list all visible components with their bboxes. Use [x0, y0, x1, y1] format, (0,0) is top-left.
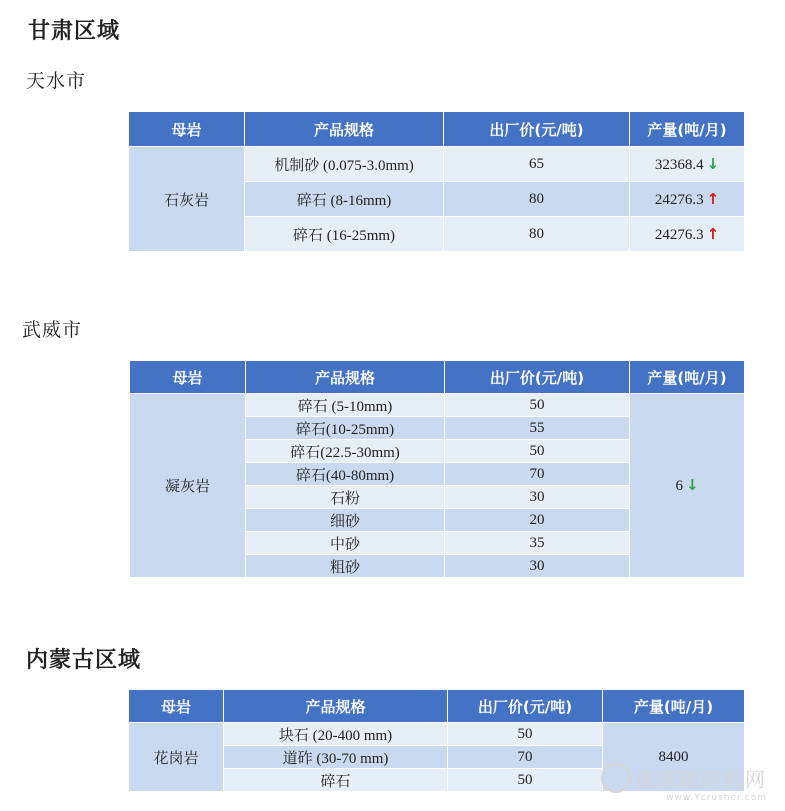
arrow-down-icon: ↓	[706, 154, 720, 173]
spec-cell: 块石 (20-400 mm)	[224, 723, 448, 746]
arrow-up-icon: ↑	[706, 189, 720, 208]
rock-type-cell: 凝灰岩	[130, 394, 246, 578]
spec-cell: 碎石 (16-25mm)	[245, 217, 444, 252]
output-cell	[630, 182, 745, 217]
price-cell: 35	[445, 532, 630, 555]
output-value: 24276.3	[654, 226, 704, 243]
table-row	[130, 394, 745, 417]
price-cell: 55	[445, 417, 630, 440]
output-value: 24276.3	[654, 191, 704, 208]
col-header-spec: 产品规格	[245, 112, 444, 147]
city-title-tianshui: 天水市	[26, 70, 87, 92]
wuwei-table	[129, 360, 745, 578]
output-cell: 8400	[603, 723, 745, 792]
spec-cell: 道砟 (30-70 mm)	[224, 746, 448, 769]
output-cell	[630, 147, 745, 182]
region-title-neimenggu: 内蒙古区域	[26, 648, 142, 673]
spec-cell: 碎石(10-25mm)	[246, 417, 445, 440]
watermark-logo-icon	[601, 763, 631, 793]
spec-cell: 机制砂 (0.075-3.0mm)	[245, 147, 444, 182]
spec-cell: 石粉	[246, 486, 445, 509]
arrow-down-icon: ↓	[685, 476, 699, 494]
col-header-spec: 产品规格	[224, 690, 448, 723]
price-cell: 70	[448, 746, 603, 769]
rock-type-cell: 石灰岩	[129, 147, 245, 252]
spec-cell: 碎石(40-80mm)	[246, 463, 445, 486]
col-header-spec: 产品规格	[246, 361, 445, 394]
col-header-rock: 母岩	[129, 690, 224, 723]
price-cell: 50	[448, 723, 603, 746]
price-cell: 50	[445, 394, 630, 417]
city-title-wuwei: 武威市	[22, 319, 83, 341]
spec-cell: 细砂	[246, 509, 445, 532]
table-row	[129, 147, 745, 182]
price-cell: 30	[445, 555, 630, 578]
col-header-output: 产量(吨/月)	[630, 112, 745, 147]
output-value: 6	[675, 478, 683, 494]
arrow-up-icon: ↑	[706, 224, 720, 243]
col-header-output: 产量(吨/月)	[603, 690, 745, 723]
watermark-url: www.Ycrusher.com	[666, 793, 767, 803]
price-cell: 80	[444, 182, 630, 217]
price-cell: 20	[445, 509, 630, 532]
col-header-rock: 母岩	[130, 361, 246, 394]
price-cell: 50	[448, 769, 603, 792]
col-header-price: 出厂价(元/吨)	[448, 690, 603, 723]
col-header-rock: 母岩	[129, 112, 245, 147]
output-cell	[630, 217, 745, 252]
price-cell: 30	[445, 486, 630, 509]
col-header-output: 产量(吨/月)	[630, 361, 745, 394]
watermark	[601, 763, 767, 803]
region-title-gansu: 甘肃区域	[28, 19, 121, 44]
tianshui-table	[128, 111, 745, 252]
spec-cell: 碎石	[224, 769, 448, 792]
price-cell: 50	[445, 440, 630, 463]
spec-cell: 碎石(22.5-30mm)	[246, 440, 445, 463]
output-cell	[630, 394, 745, 578]
table-row	[129, 723, 745, 746]
spec-cell: 粗砂	[246, 555, 445, 578]
spec-cell: 碎石 (8-16mm)	[245, 182, 444, 217]
rock-type-cell: 花岗岩	[129, 723, 224, 792]
col-header-price: 出厂价(元/吨)	[445, 361, 630, 394]
spec-cell: 碎石 (5-10mm)	[246, 394, 445, 417]
output-value: 32368.4	[654, 156, 704, 173]
price-cell: 80	[444, 217, 630, 252]
spec-cell: 中砂	[246, 532, 445, 555]
price-cell: 65	[444, 147, 630, 182]
col-header-price: 出厂价(元/吨)	[444, 112, 630, 147]
watermark-text: 流球破碎机网	[635, 767, 767, 792]
price-cell: 70	[445, 463, 630, 486]
